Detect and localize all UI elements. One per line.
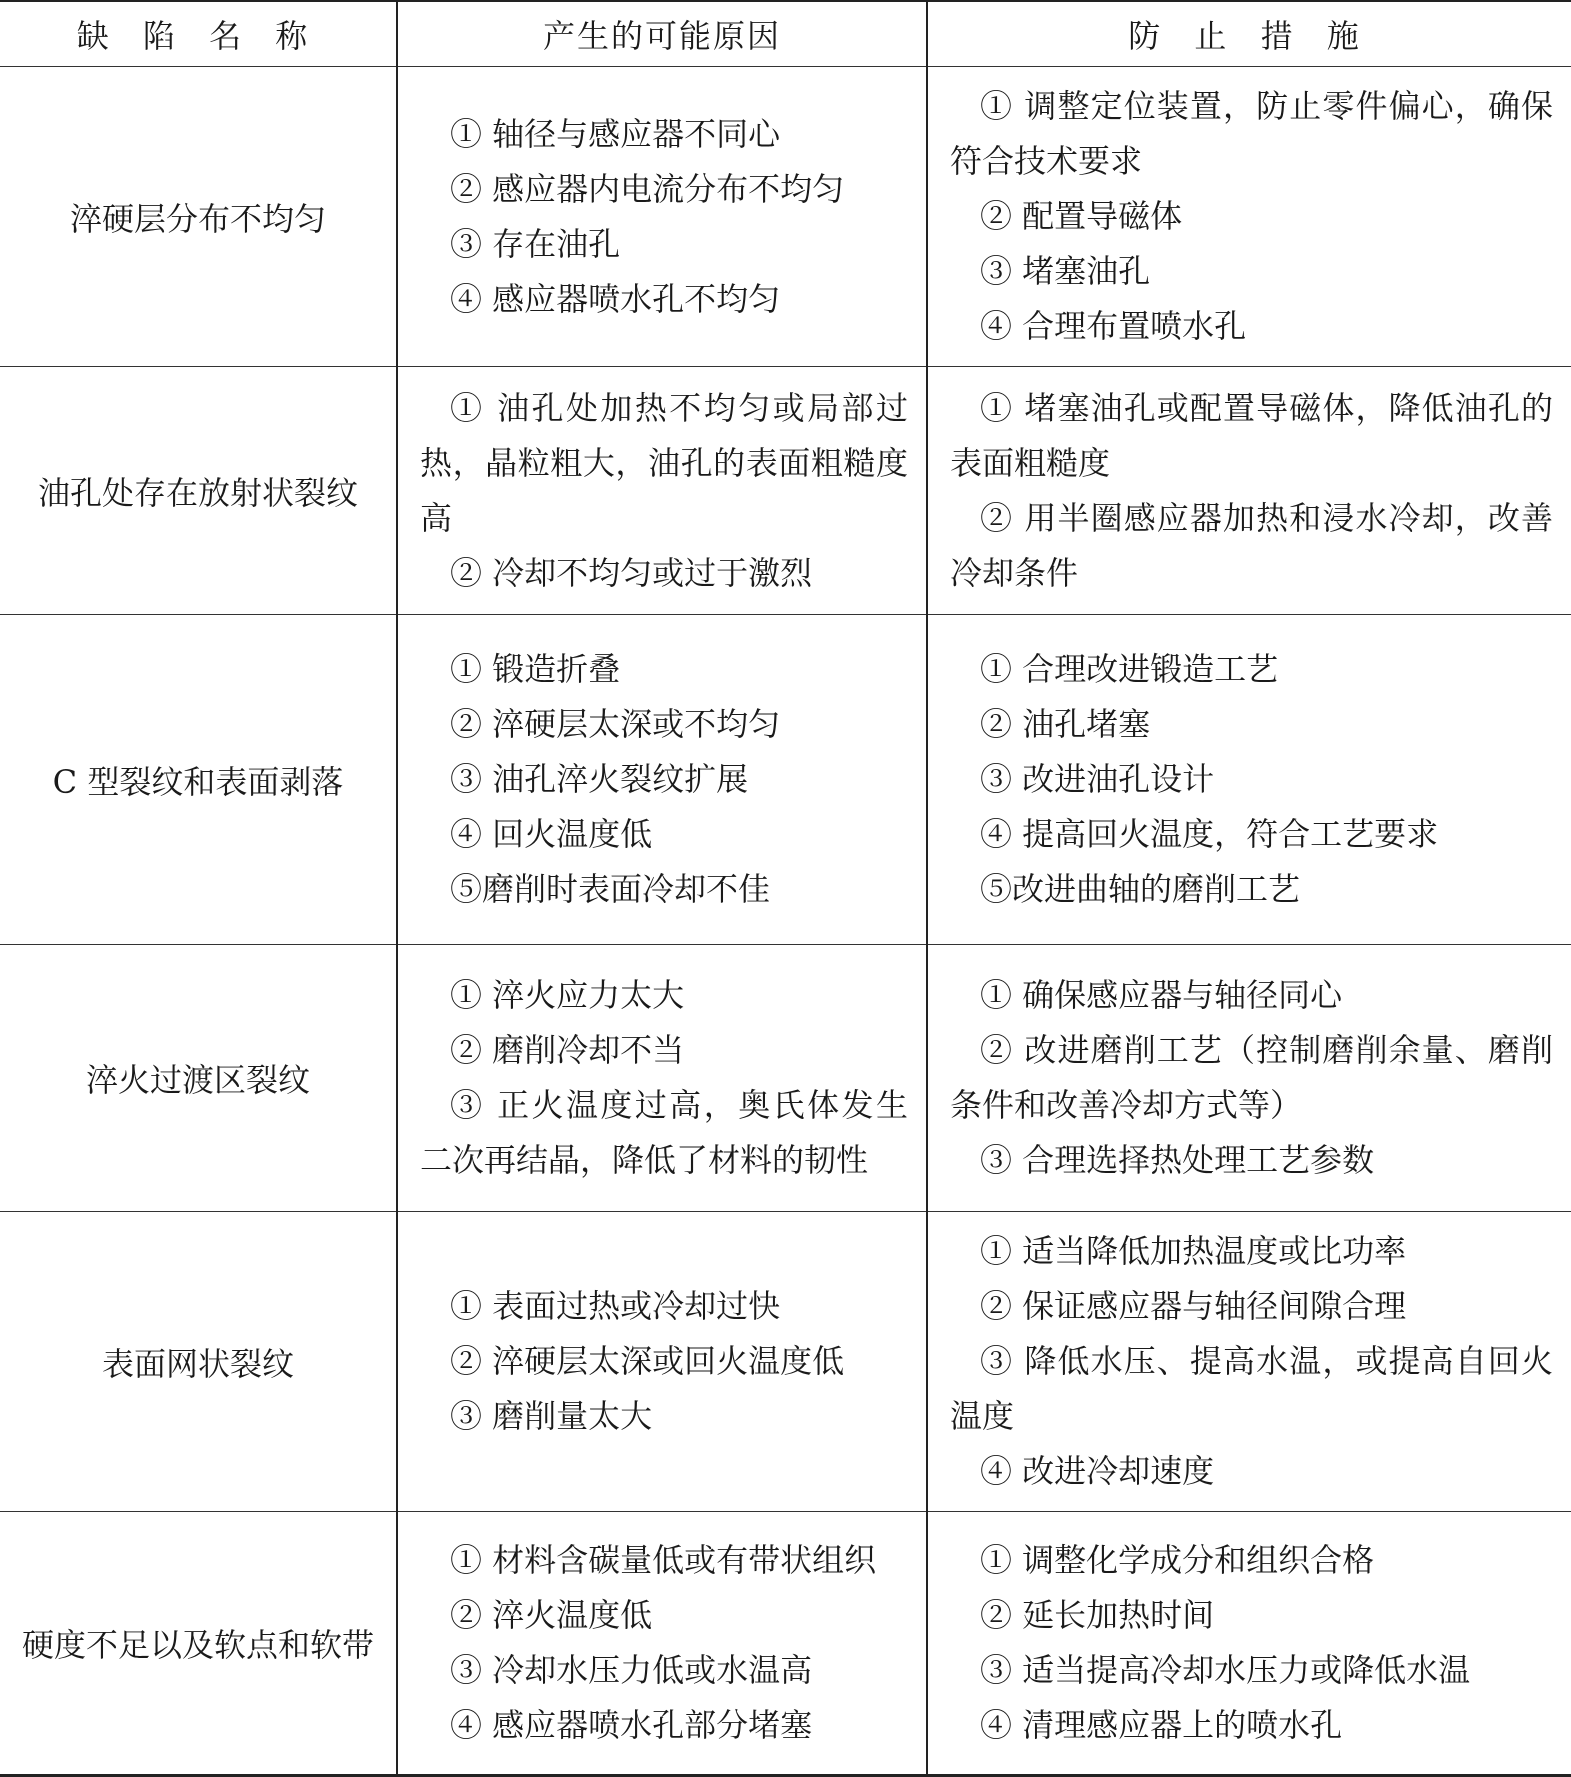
- cause-item: ④ 感应器喷水孔不均匀: [450, 279, 781, 318]
- cause-item: ③ 磨削量太大: [450, 1397, 653, 1435]
- header-defect-name: 缺 陷 名 称: [0, 1, 397, 67]
- cause-item: ⑤磨削时表面冷却不佳: [450, 870, 771, 908]
- header-row: [0, 1, 1571, 67]
- table-row: [0, 367, 1571, 615]
- cause-item: ① 油孔处加热不均匀或局部过热，晶粒粗大，油孔的表面粗糙度高: [420, 388, 908, 537]
- measure-item: ④ 提高回火温度，符合工艺要求: [980, 815, 1439, 853]
- cause-item: ③ 正火温度过高，奥氏体发生二次再结晶，降低了材料的韧性: [420, 1086, 908, 1179]
- measure-item: ④ 合理布置喷水孔: [980, 307, 1247, 345]
- measure-item: ③ 堵塞油孔: [980, 252, 1151, 290]
- cause-item: ② 淬硬层太深或回火温度低: [450, 1342, 845, 1380]
- measure-item: ③ 适当提高冷却水压力或降低水温: [980, 1651, 1471, 1689]
- causes-cell: [397, 945, 927, 1212]
- defect-name-cell: 油孔处存在放射状裂纹: [0, 367, 397, 615]
- causes-cell: [397, 1512, 927, 1776]
- cause-item: ④ 感应器喷水孔部分堵塞: [450, 1706, 813, 1744]
- cause-item: ① 材料含碳量低或有带状组织: [450, 1541, 877, 1579]
- measure-item: ② 配置导磁体: [980, 197, 1183, 235]
- table-row: [0, 615, 1571, 945]
- cause-item: ② 冷却不均匀或过于激烈: [450, 553, 813, 592]
- table-row: [0, 1212, 1571, 1512]
- measure-item: ② 延长加热时间: [980, 1596, 1215, 1634]
- measure-item: ① 调整化学成分和组织合格: [980, 1541, 1375, 1579]
- cause-item: ② 淬硬层太深或不均匀: [450, 705, 781, 743]
- causes-cell: [397, 367, 927, 615]
- measure-item: ① 合理改进锻造工艺: [980, 650, 1279, 688]
- header-preventive-measures: 防 止 措 施: [927, 1, 1571, 67]
- cause-item: ② 感应器内电流分布不均匀: [450, 169, 845, 208]
- measures-cell: [927, 367, 1571, 615]
- cause-item: ② 磨削冷却不当: [450, 1031, 685, 1069]
- cause-item: ③ 存在油孔: [450, 224, 621, 263]
- measure-item: ④ 改进冷却速度: [980, 1452, 1215, 1490]
- cause-item: ③ 冷却水压力低或水温高: [450, 1651, 813, 1689]
- measure-item: ③ 改进油孔设计: [980, 760, 1215, 798]
- measure-item: ⑤改进曲轴的磨削工艺: [980, 870, 1301, 908]
- measure-item: ② 用半圈感应器加热和浸水冷却，改善冷却条件: [950, 498, 1553, 592]
- table-row: [0, 1512, 1571, 1776]
- measures-cell: [927, 615, 1571, 945]
- table-row: [0, 67, 1571, 367]
- cause-item: ③ 油孔淬火裂纹扩展: [450, 760, 749, 798]
- cause-item: ② 淬火温度低: [450, 1596, 653, 1634]
- measure-item: ④ 清理感应器上的喷水孔: [980, 1706, 1343, 1744]
- measure-item: ① 适当降低加热温度或比功率: [980, 1232, 1407, 1270]
- cause-item: ④ 回火温度低: [450, 815, 653, 853]
- causes-cell: [397, 67, 927, 367]
- cause-item: ① 轴径与感应器不同心: [450, 114, 781, 153]
- measure-item: ① 堵塞油孔或配置导磁体，降低油孔的表面粗糙度: [950, 388, 1553, 482]
- measures-cell: [927, 1212, 1571, 1512]
- measure-item: ③ 合理选择热处理工艺参数: [980, 1141, 1375, 1179]
- causes-cell: [397, 615, 927, 945]
- measure-item: ② 改进磨削工艺（控制磨削余量、磨削条件和改善冷却方式等）: [950, 1031, 1553, 1124]
- measure-item: ① 确保感应器与轴径同心: [980, 976, 1343, 1014]
- measure-item: ① 调整定位装置，防止零件偏心，确保符合技术要求: [950, 87, 1553, 180]
- measures-cell: [927, 67, 1571, 367]
- defect-name-cell: C 型裂纹和表面剥落: [0, 615, 397, 945]
- measure-item: ② 保证感应器与轴径间隙合理: [980, 1287, 1407, 1325]
- header-possible-causes: 产生的可能原因: [397, 1, 927, 67]
- cause-item: ① 淬火应力太大: [450, 976, 685, 1014]
- measures-cell: [927, 945, 1571, 1212]
- defect-name-cell: 淬火过渡区裂纹: [0, 945, 397, 1212]
- measures-cell: [927, 1512, 1571, 1776]
- measure-item: ③ 降低水压、提高水温，或提高自回火温度: [950, 1342, 1553, 1435]
- defect-name-cell: 淬硬层分布不均匀: [0, 67, 397, 367]
- cause-item: ① 表面过热或冷却过快: [450, 1287, 781, 1325]
- table-row: [0, 945, 1571, 1212]
- measure-item: ② 油孔堵塞: [980, 705, 1151, 743]
- causes-cell: [397, 1212, 927, 1512]
- defect-name-cell: 表面网状裂纹: [0, 1212, 397, 1512]
- cause-item: ① 锻造折叠: [450, 650, 621, 688]
- defect-name-cell: 硬度不足以及软点和软带: [0, 1512, 397, 1776]
